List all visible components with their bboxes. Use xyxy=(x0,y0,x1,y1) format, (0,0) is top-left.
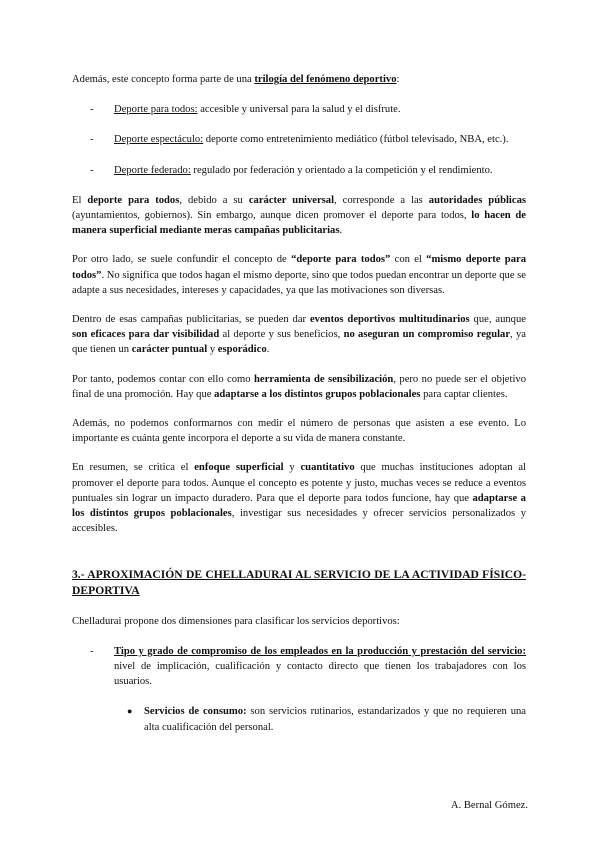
intro-paragraph xyxy=(72,72,526,87)
bold-text: autoridades públicas xyxy=(428,194,526,206)
paragraph-deporte-para-todos xyxy=(72,193,526,239)
text: con el xyxy=(390,254,427,266)
paragraph-eventos xyxy=(72,312,526,358)
subitem-desc: son servicios rutinarios, estandarizados y que no requieren una alta cualificación del personal. xyxy=(144,706,526,733)
paragraph-medicion xyxy=(72,416,526,446)
text: y xyxy=(283,462,301,474)
bullet-icon: ● xyxy=(127,706,133,717)
text: . xyxy=(339,225,343,237)
dash-marker: - xyxy=(90,134,94,146)
paragraph-sensibilizacion xyxy=(72,372,526,402)
text: para captar clientes. xyxy=(420,388,508,400)
section-heading: 3.- APROXIMACIÓN DE CHELLADURAI AL SERVICIO DE LA ACTIVIDAD FÍSICO-DEPORTIVA xyxy=(72,568,526,598)
text: que muchas instituciones adoptan al promover el deporte para todos. Aunque el concepto es potente y justo, muchas veces se reduce a eventos puntuales sin lograr un impacto duradero. Para que el deporte para todos funcione, hay que xyxy=(72,462,526,504)
dimension-item-1 xyxy=(72,644,526,690)
text: : xyxy=(396,74,400,85)
text: Por otro lado, se suele confundir el concepto de xyxy=(72,254,292,266)
trilogy-item-2 xyxy=(72,132,526,147)
trilogy-item-1 xyxy=(72,102,526,117)
bold-text: carácter universal xyxy=(248,194,335,206)
trilogy-emphasis: trilogía del fenómeno deportivo xyxy=(254,74,397,85)
text: , pero no puede ser el objetivo final de una promoción. Hay que xyxy=(72,373,526,400)
text: al deporte y sus beneficios, xyxy=(219,329,344,341)
bold-text: esporádico xyxy=(217,344,267,356)
text: En resumen, se critica el xyxy=(72,462,195,474)
bold-text: no aseguran un compromiso regular xyxy=(343,329,511,341)
trilogy-desc: accesible y universal para la salud y el disfrute. xyxy=(197,104,401,116)
text: , corresponde a las xyxy=(334,194,429,206)
paragraph-confusion xyxy=(72,252,526,298)
bold-text: enfoque superficial xyxy=(194,462,284,474)
bold-text: adaptarse a los distintos grupos poblacionales xyxy=(214,388,421,400)
document-page xyxy=(72,72,526,735)
paragraph-chelladurai xyxy=(72,614,526,629)
text: Chelladurai propone dos dimensiones para clasificar los servicios deportivos: xyxy=(72,615,400,627)
text: , ya que tienen un xyxy=(72,329,527,356)
trilogy-term: Deporte para todos: xyxy=(114,104,198,116)
text: Por tanto, podemos contar con ello como xyxy=(72,373,255,385)
text: y xyxy=(207,344,218,356)
text: Además, no podemos conformarnos con medir el número de personas que asisten a ese evento. Lo importante es cuánta gente incorpora el deporte a su vida de manera constante. xyxy=(72,418,526,445)
bold-text: “mismo deporte para todos” xyxy=(72,254,526,281)
trilogy-term: Deporte federado: xyxy=(114,164,191,176)
footer-author: A. Bernal Gómez. xyxy=(450,800,528,811)
trilogy-desc: deporte como entretenimiento mediático (fútbol televisado, NBA, etc.). xyxy=(203,134,509,146)
text: que, aunque xyxy=(469,314,526,326)
dash-marker: - xyxy=(90,645,94,657)
dimension-term: Tipo y grado de compromiso de los empleados en la producción y prestación del servicio: xyxy=(114,645,526,657)
text: . No significa que todos hagan el mismo deporte, sino que todos puedan encontrar un deporte que se adapte a sus necesidades, intereses y capacidades, ya que las motivaciones son diversas. xyxy=(72,269,526,296)
text: , debido a su xyxy=(179,194,249,206)
trilogy-term: Deporte espectáculo: xyxy=(114,134,204,146)
subitem-term: Servicios de consumo: xyxy=(144,706,247,718)
bold-text: son eficaces para dar visibilidad xyxy=(72,329,220,341)
dash-marker: - xyxy=(90,104,94,116)
dimension-desc: nivel de implicación, cualificación y contacto directo que tienen los trabajadores con los usuarios. xyxy=(114,661,526,688)
text: (ayuntamientos, gobiernos). Sin embargo, aunque dicen promover el deporte para todos, xyxy=(72,210,472,222)
bold-text: herramienta de sensibilización xyxy=(254,373,394,385)
paragraph-resumen xyxy=(72,460,526,536)
bold-text: deporte para todos xyxy=(87,194,180,206)
trilogy-item-3 xyxy=(72,163,526,178)
bold-text: “deporte para todos” xyxy=(291,254,391,266)
bold-text: cuantitativo xyxy=(300,462,355,474)
text: , investigar sus necesidades y ofrecer servicios personalizados y accesibles. xyxy=(72,508,527,535)
text: Dentro de esas campañas publicitarias, se pueden dar xyxy=(72,314,310,326)
text: Además, este concepto forma parte de una xyxy=(72,74,255,85)
dash-marker: - xyxy=(90,164,94,176)
trilogy-desc: regulado por federación y orientado a la competición y el rendimiento. xyxy=(190,164,493,176)
subitem-servicios-consumo xyxy=(72,704,526,734)
bold-text: lo hacen de manera superficial mediante meras campañas publicitarias xyxy=(72,210,526,237)
bold-text: adaptarse a los distintos grupos poblacionales xyxy=(72,492,526,520)
text: El xyxy=(72,194,88,206)
text: . xyxy=(266,344,270,356)
bold-text: eventos deportivos multitudinarios xyxy=(309,314,470,326)
bold-text: carácter puntual xyxy=(131,344,208,356)
